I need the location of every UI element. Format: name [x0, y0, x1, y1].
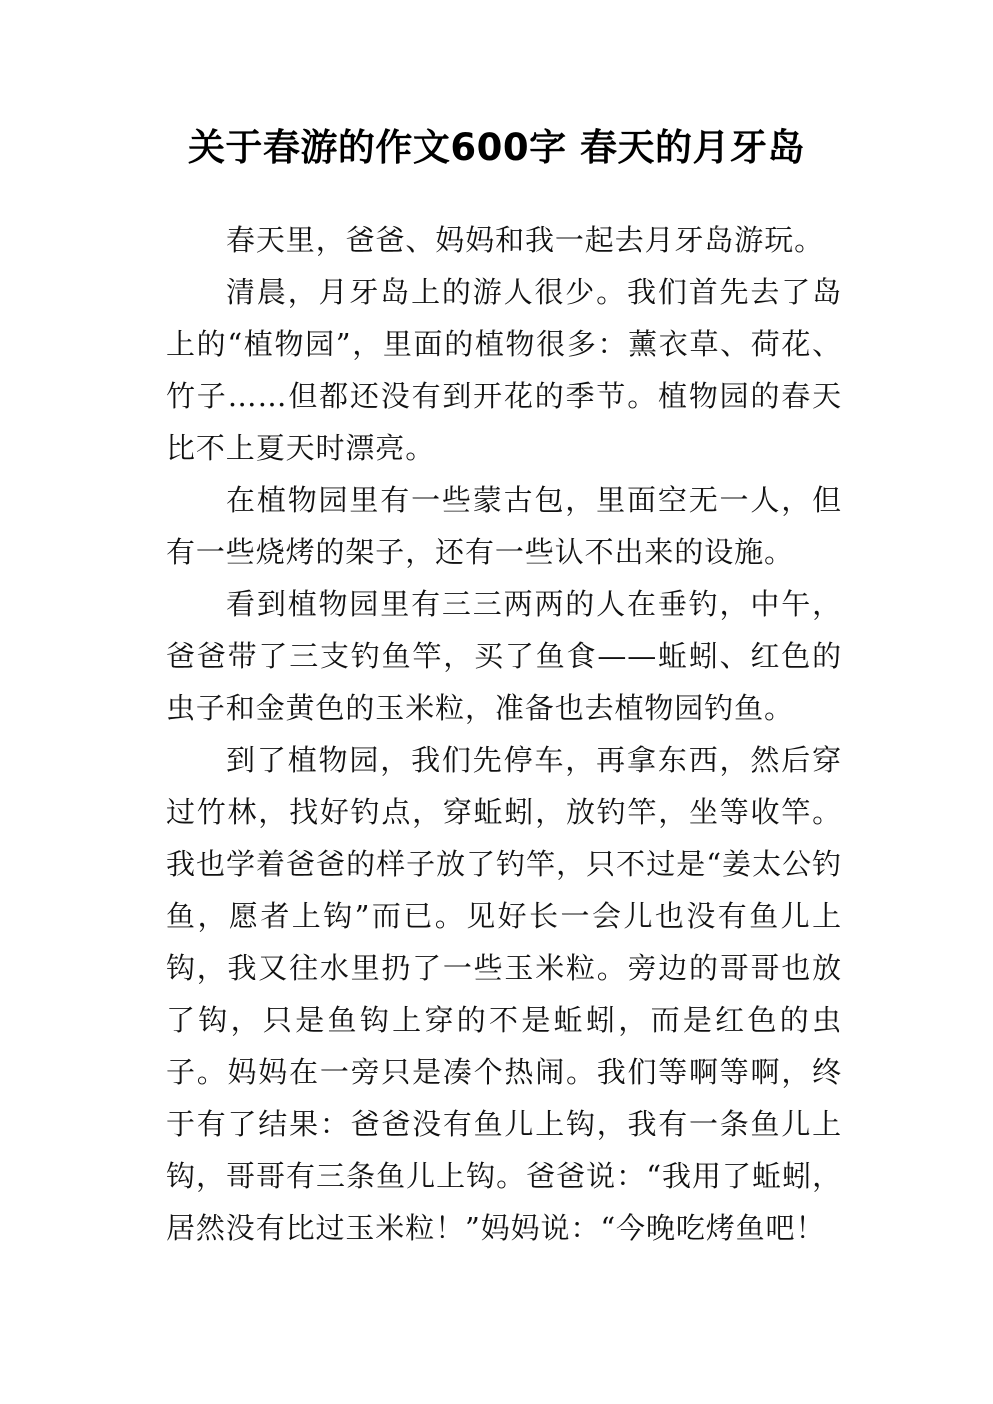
page-title: 关于春游的作文600字 春天的月牙岛	[187, 126, 806, 169]
article-body	[166, 214, 842, 1254]
paragraph-1: 春天里，爸爸、妈妈和我一起去月牙岛游玩。	[226, 223, 825, 257]
paragraph-4: 看到植物园里有三三两两的人在垂钓，中午，爸爸带了三支钓鱼竿，买了鱼食——蚯蚓、红色的虫子和金黄色的玉米粒，准备也去植物园钓鱼。	[166, 587, 842, 725]
paragraph-5: 到了植物园，我们先停车，再拿东西，然后穿过竹林，找好钓点，穿蚯蚓，放钓竿，坐等收竿。我也学着爸爸的样子放了钓竿，只不过是“姜太公钓鱼，愿者上钩”而已。见好长一会儿也没有鱼儿上钩，我又往水里扔了一些玉米粒。旁边的哥哥也放了钩，只是鱼钩上穿的不是蚯蚓，而是红色的虫子。妈妈在一旁只是凑个热闹。我们等啊等啊，终于有了结果：爸爸没有鱼儿上钩，我有一条鱼儿上钩，哥哥有三条鱼儿上钩。爸爸说：“我用了蚯蚓，居然没有比过玉米粒！”妈妈说：“今晚吃烤鱼吧！	[166, 743, 842, 1245]
paragraph-2: 清晨，月牙岛上的游人很少。我们首先去了岛上的“植物园”，里面的植物很多：薰衣草、荷花、竹子……但都还没有到开花的季节。植物园的春天比不上夏天时漂亮。	[166, 275, 842, 465]
paragraph-3: 在植物园里有一些蒙古包，里面空无一人，但有一些烧烤的架子，还有一些认不出来的设施。	[166, 483, 842, 569]
